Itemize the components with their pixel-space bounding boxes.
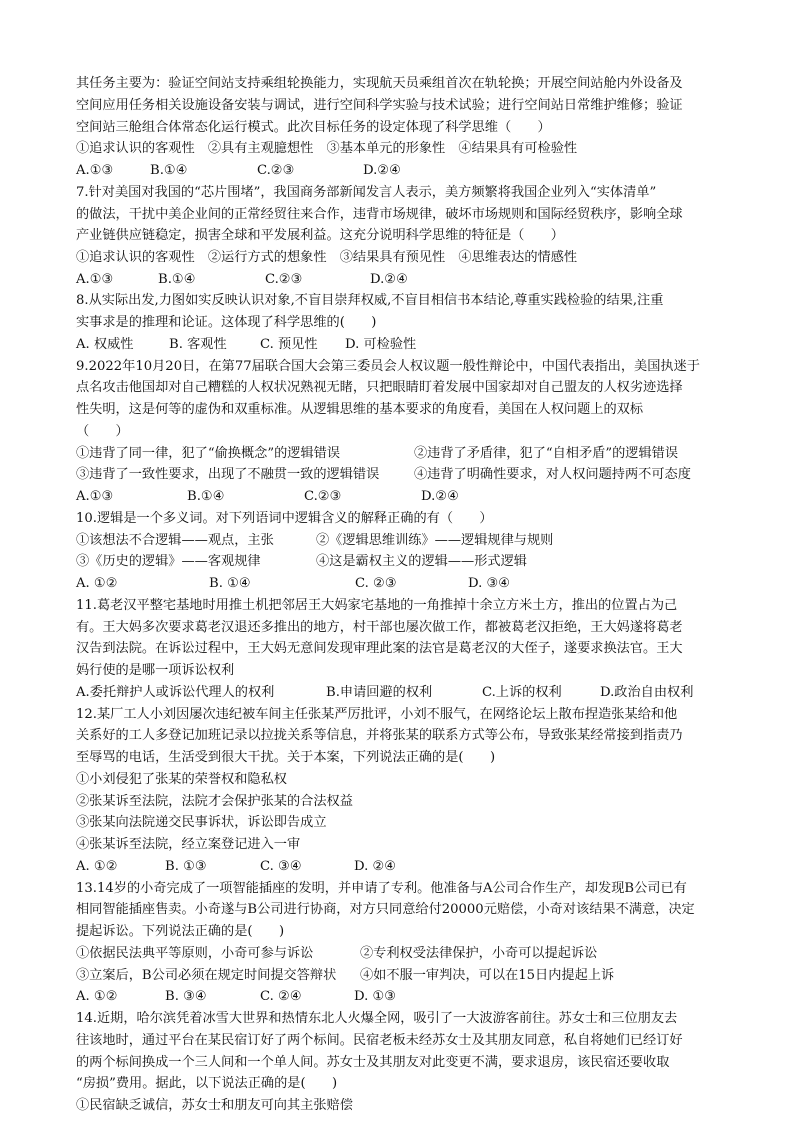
- q14-stem-line-2: 往该地时，通过平台在某民宿订好了两个标间。民宿老板未经苏女士及其朋友同意，私自将她们已经订好: [76, 1032, 683, 1048]
- q6-statements: ①追求认识的客观性 ②具有主观臆想性 ③基本单元的形象性 ④结果具有可检验性: [76, 141, 578, 157]
- q10-stem: 10.逻辑是一个多义词。对下列语词中逻辑含义的解释正确的有（ ）: [76, 510, 493, 526]
- q9-options: [76, 487, 726, 507]
- q13-stem-line-3: 提起诉讼。下列说法正确的是( ): [76, 924, 285, 939]
- q13-statement-3: ③立案后，B公司必须在规定时间提交答辩状: [76, 967, 337, 983]
- q6-options: [76, 161, 726, 181]
- q8-stem-line-2: 实事求是的推理和论证。这体现了科学思维的( ): [76, 315, 377, 331]
- q13-option-b[interactable]: B. ③④: [165, 989, 207, 1005]
- q6-stem-line-1: 其任务主要为：验证空间站支持乘组轮换能力，实现航天员乘组首次在轨轮换；开展空间站舱内外设备及: [76, 76, 683, 91]
- q10-option-c[interactable]: C. ②③: [355, 576, 397, 592]
- q12-statement-1: ①小刘侵犯了张某的荣誉权和隐私权: [76, 771, 287, 787]
- q14-stem-line-3: 的两个标间换成一个三人间和一个单人间。苏女士及其朋友对此变更不满，要求退房，该民宿还要收取: [76, 1054, 670, 1070]
- q11-stem-line-3: 汉告到法院。在诉讼过程中，王大妈无意间发现审理此案的法官是葛老汉的大侄子，遂要求换法官。王大: [76, 641, 683, 657]
- q12-options: [76, 857, 726, 877]
- q13-statements-row-1: [76, 944, 726, 964]
- q12-option-b[interactable]: B. ①③: [165, 858, 207, 874]
- q9-statement-3: ③违背了一致性要求，出现了不融贯一致的逻辑错误: [76, 467, 380, 483]
- q9-stem-line-4: （ ）: [76, 423, 129, 439]
- q7-option-c[interactable]: C.②③: [265, 271, 303, 287]
- q13-stem-line-2: 相同智能插座售卖。小奇遂与B公司进行协商，对方只同意给付20000元赔偿，小奇对该结果不满意，决定: [76, 902, 695, 918]
- q9-statement-2: ②违背了矛盾律，犯了“自相矛盾”的逻辑错误: [414, 445, 679, 461]
- q6-option-a[interactable]: A.①③: [76, 163, 114, 178]
- q13-statement-4: ④如不服一审判决，可以在15日内提起上诉: [360, 967, 615, 983]
- q8-option-a[interactable]: A. 权威性: [76, 336, 134, 352]
- q10-option-b[interactable]: B. ①④: [209, 576, 251, 592]
- q12-stem-line-1: 12.某厂工人小刘因屡次违纪被车间主任张某严厉批评，小刘不服气，在网络论坛上散布捏造张某给和他: [76, 706, 678, 722]
- q6-stem-line-3: 空间站三舱组合体常态化运行模式。此次目标任务的设定体现了科学思维（ ）: [76, 119, 551, 135]
- q10-statement-2: ②《逻辑思维训练》——逻辑规律与规则: [316, 532, 554, 548]
- q9-statement-4: ④违背了明确性要求，对人权问题持两不可态度: [414, 467, 691, 483]
- q12-stem-line-2: 关系好的工人多登记加班记录以拉拢关系等信息，并将张某的联系方式等公布，导致张某经常接到指责乃: [76, 728, 683, 744]
- q9-statement-1: ①违背了同一律，犯了“偷换概念”的逻辑错误: [76, 445, 341, 461]
- q8-option-b[interactable]: B. 客观性: [169, 336, 227, 352]
- q12-stem-line-3: 至辱骂的电话，生活受到很大干扰。关于本案，下列说法正确的是( ): [76, 750, 496, 766]
- q12-option-d[interactable]: D. ②④: [354, 858, 397, 874]
- q7-option-a[interactable]: A.①③: [76, 271, 114, 287]
- q10-options: [76, 574, 726, 594]
- q13-statements-row-2: [76, 966, 726, 986]
- q7-statements: ①追求认识的客观性 ②运行方式的想象性 ③结果具有预见性 ④思维表达的情感性: [76, 250, 578, 265]
- q9-stem-line-1: 9.2022年10月20日，在第77届联合国大会第三委员会人权议题一般性辩论中，中国代表指出，美国执迷于: [76, 358, 700, 374]
- q9-statements-row-2: [76, 465, 726, 485]
- q6-option-b[interactable]: B.①④: [150, 163, 188, 178]
- q11-option-d[interactable]: D.政治自由权利: [600, 684, 694, 700]
- q13-statement-2: ②专利权受法律保护，小奇可以提起诉讼: [360, 945, 598, 961]
- q7-stem-line-3: 产业链供应链稳定，损害全球和平发展利益。这充分说明科学思维的特征是（ ）: [76, 228, 564, 244]
- q11-option-c[interactable]: C.上诉的权利: [482, 684, 562, 700]
- q9-option-a[interactable]: A.①③: [76, 489, 114, 505]
- q11-option-b[interactable]: B.申请回避的权利: [326, 684, 433, 700]
- q13-stem-line-1: 13.14岁的小奇完成了一项智能插座的发明，并申请了专利。他准备与A公司合作生产，却发现B公司已有: [76, 880, 687, 896]
- q7-option-d[interactable]: D.②④: [370, 271, 408, 287]
- q11-stem-line-4: 妈行使的是哪一项诉讼权利: [76, 663, 235, 679]
- q13-option-d[interactable]: D. ①③: [354, 989, 397, 1005]
- q6-stem-line-2: 空间应用任务相关设施设备安装与调试，进行空间科学实验与技术试验；进行空间站日常维护维修；验证: [76, 97, 683, 113]
- q9-option-b[interactable]: B.①④: [187, 489, 225, 505]
- q8-options: [76, 335, 726, 355]
- q7-stem-line-2: 的做法，干扰中美企业间的正常经贸往来合作，违背市场规律，破坏市场规则和国际经贸秩序，影响全球: [76, 206, 683, 222]
- q12-statement-4: ④张某诉至法院，经立案登记进入一审: [76, 837, 301, 853]
- q7-stem-line-1: 7.针对美国对我国的“芯片围堵”，我国商务部新闻发言人表示，美方频繁将我国企业列入“实体清单”: [76, 184, 657, 200]
- q9-option-d[interactable]: D.②④: [421, 489, 459, 505]
- q14-stem-line-4: “房损”费用。据此，以下说法正确的是( ): [76, 1076, 338, 1092]
- q10-statements-row-2: [76, 552, 726, 572]
- q8-option-d[interactable]: D. 可检验性: [345, 336, 417, 352]
- q11-stem-line-1: 11.葛老汉平整宅基地时用推土机把邻居王大妈家宅基地的一角推掉十余立方米土方，推出的位置占为己: [76, 597, 678, 613]
- q7-options: [76, 270, 726, 290]
- q11-option-a[interactable]: A.委托辩护人或诉讼代理人的权利: [76, 684, 275, 700]
- q9-stem-line-3: 性失明，这是何等的虚伪和双重标准。从逻辑思维的基本要求的角度看，美国在人权问题上的双标: [76, 402, 644, 418]
- q12-statement-2: ②张某诉至法院，法院才会保护张某的合法权益: [76, 793, 353, 809]
- q13-options: [76, 987, 726, 1007]
- q10-statement-3: ③《历史的逻辑》——客观规律: [76, 554, 261, 570]
- q14-stem-line-1: 14.近期，哈尔滨凭着冰雪大世界和热情东北人火爆全网，吸引了一大波游客前往。苏女士和三位朋友去: [76, 1011, 678, 1026]
- q10-statement-1: ①该想法不合逻辑——观点，主张: [76, 532, 274, 548]
- q10-option-a[interactable]: A. ①②: [76, 576, 118, 592]
- q12-option-a[interactable]: A. ①②: [76, 858, 118, 874]
- q7-option-b[interactable]: B.①④: [158, 271, 196, 287]
- q8-stem-line-1: 8.从实际出发,力图如实反映认识对象,不盲目崇拜权威,不盲目相信书本结论,尊重实践检验的结果,注重: [76, 293, 664, 309]
- q12-statement-3: ③张某向法院递交民事诉状，诉讼即告成立: [76, 815, 327, 831]
- q10-statement-4: ④这是霸权主义的逻辑——形式逻辑: [316, 554, 527, 570]
- q8-option-c[interactable]: C. 预见性: [260, 336, 318, 352]
- q10-statements-row-1: [76, 531, 726, 551]
- q13-statement-1: ①依据民法典平等原则，小奇可参与诉讼: [76, 945, 314, 961]
- q11-options: [76, 683, 726, 703]
- q9-statements-row-1: [76, 444, 726, 464]
- q6-option-d[interactable]: D.②④: [363, 163, 401, 178]
- q10-option-d[interactable]: D. ③④: [468, 576, 511, 592]
- q14-statement-1: ①民宿缺乏诚信，苏女士和朋友可向其主张赔偿: [76, 1098, 353, 1113]
- q9-option-c[interactable]: C.②③: [304, 489, 342, 505]
- q6-option-c[interactable]: C.②③: [257, 163, 295, 178]
- q12-option-c[interactable]: C. ③④: [260, 858, 302, 874]
- q13-option-a[interactable]: A. ①②: [76, 989, 118, 1005]
- q13-option-c[interactable]: C. ②④: [260, 989, 302, 1005]
- q11-stem-line-2: 有。王大妈多次要求葛老汉退还多推出的地方，村干部也屡次做工作，都被葛老汉拒绝，王大妈遂将葛老: [76, 619, 683, 635]
- q9-stem-line-2: 点名攻击他国却对自己糟糕的人权状况熟视无睹，只把眼睛盯着发展中国家却对自己盟友的人权劣迹选择: [76, 380, 683, 396]
